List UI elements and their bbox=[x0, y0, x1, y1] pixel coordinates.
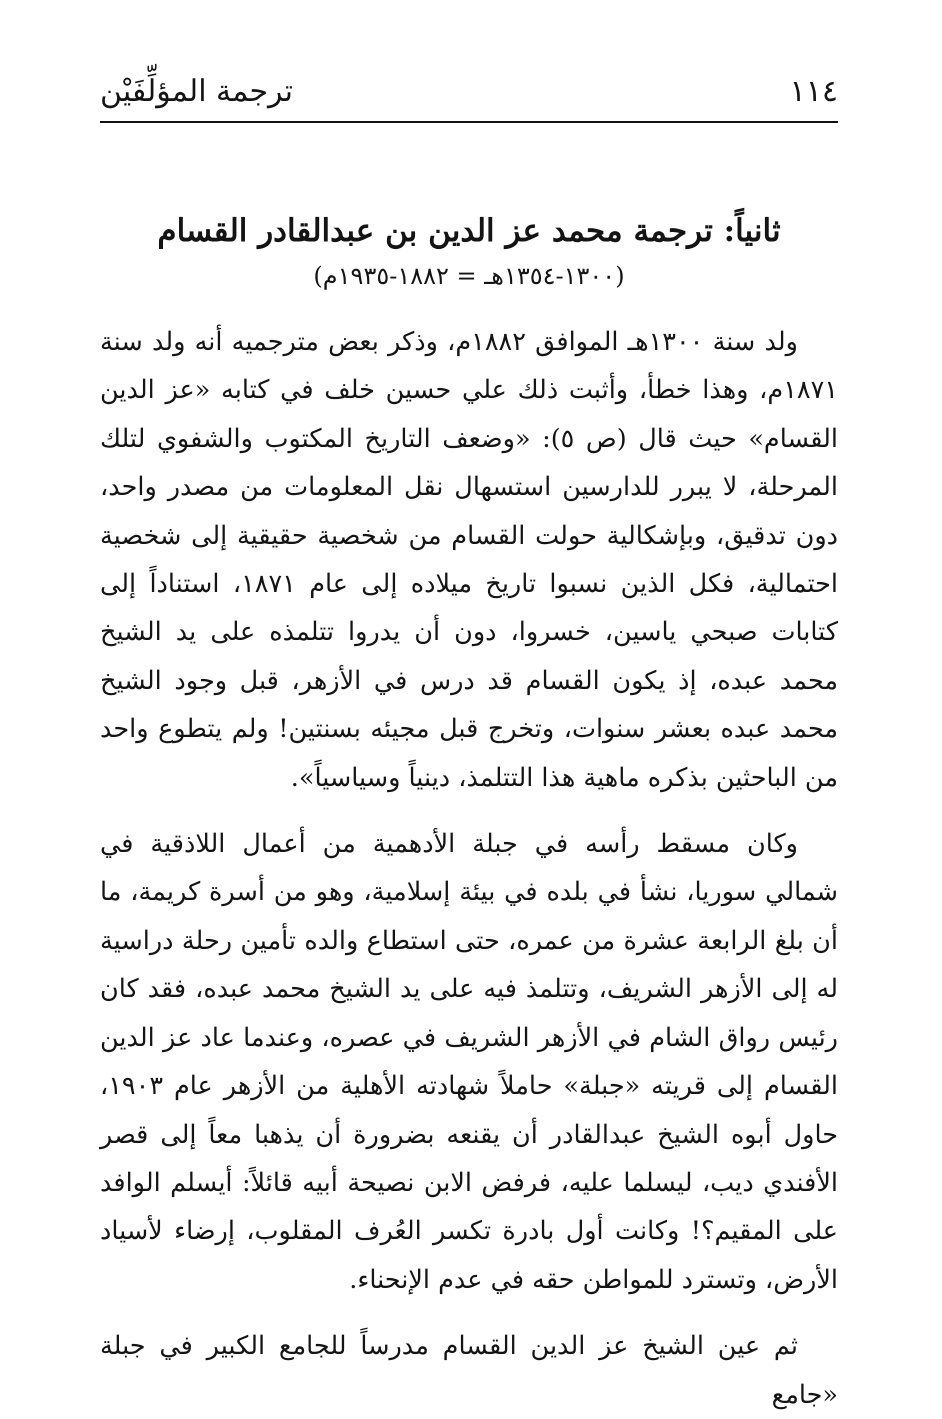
body-text bbox=[100, 318, 838, 1419]
section-title: ثانياً: ترجمة محمد عز الدين بن عبدالقادر القسام bbox=[157, 213, 781, 249]
section-dates: (١٣٠٠-١٣٥٤هـ = ١٨٨٢-١٩٣٥م) bbox=[313, 262, 625, 290]
paragraph: وكان مسقط رأسه في جبلة الأدهمية من أعمال اللاذقية في شمالي سوريا، نشأ في بلده في بيئة إسلامية، وهو من أسرة كريمة، ما أن بلغ الرابعة عشرة من عمره، حتى استطاع والده تأمين رحلة دراسية له إلى الأزهر الشريف، وتتلمذ فيه على يد الشيخ محمد عبده، فقد كان رئيس رواق الشام في الأزهر الشريف في عصره، وعندما عاد عز الدين القسام إلى قريته «جبلة» حاملاً شهادته الأهلية من الأزهر عام ١٩٠٣، حاول أبوه الشيخ عبدالقادر أن يقنعه بضرورة أن يذهبا معاً إلى قصر الأفندي ديب، ليسلما عليه، فرفض الابن نصيحة أبيه قائلاً: أيسلم الوافد على المقيم؟! وكانت أول بادرة تكسر العُرف المقلوب، إرضاء لأسياد الأرض، وتسترد للمواطن حقه في عدم الإنحناء. bbox=[100, 829, 839, 1295]
running-header bbox=[100, 62, 838, 120]
paragraph: ثم عين الشيخ عز الدين القسام مدرساً للجامع الكبير في جبلة «جامع bbox=[100, 1331, 838, 1410]
running-title: ترجمة المؤلِّفَيْن bbox=[100, 73, 293, 109]
paragraph: ولد سنة ١٣٠٠هـ الموافق ١٨٨٢م، وذكر بعض مترجميه أنه ولد سنة ١٨٧١م، وهذا خطأ، وأثبت ذلك علي حسين خلف في كتابه «عز الدين القسام» حيث قال (ص ٥): «وضعف التاريخ المكتوب والشفوي لتلك المرحلة، لا يبرر للدارسين استسهال نقل المعلومات من مصدر واحد، دون تدقيق، وبإشكالية حولت القسام من شخصية حقيقية إلى شخصية احتمالية، فكل الذين نسبوا تاريخ ميلاده إلى عام ١٨٧١، استناداً إلى كتابات صبحي ياسين، خسروا، دون أن يدروا تتلمذه على يد الشيخ محمد عبده، إذ يكون القسام قد درس في الأزهر، قبل وجود الشيخ محمد عبده بعشر سنوات، وتخرج قبل مجيئه بسنتين! ولم يتطوع واحد من الباحثين بذكره ماهية هذا التتلمذ، دينياً وسياسياً». bbox=[100, 327, 838, 793]
page-number: ١١٤ bbox=[789, 73, 838, 109]
header-divider bbox=[100, 121, 838, 123]
